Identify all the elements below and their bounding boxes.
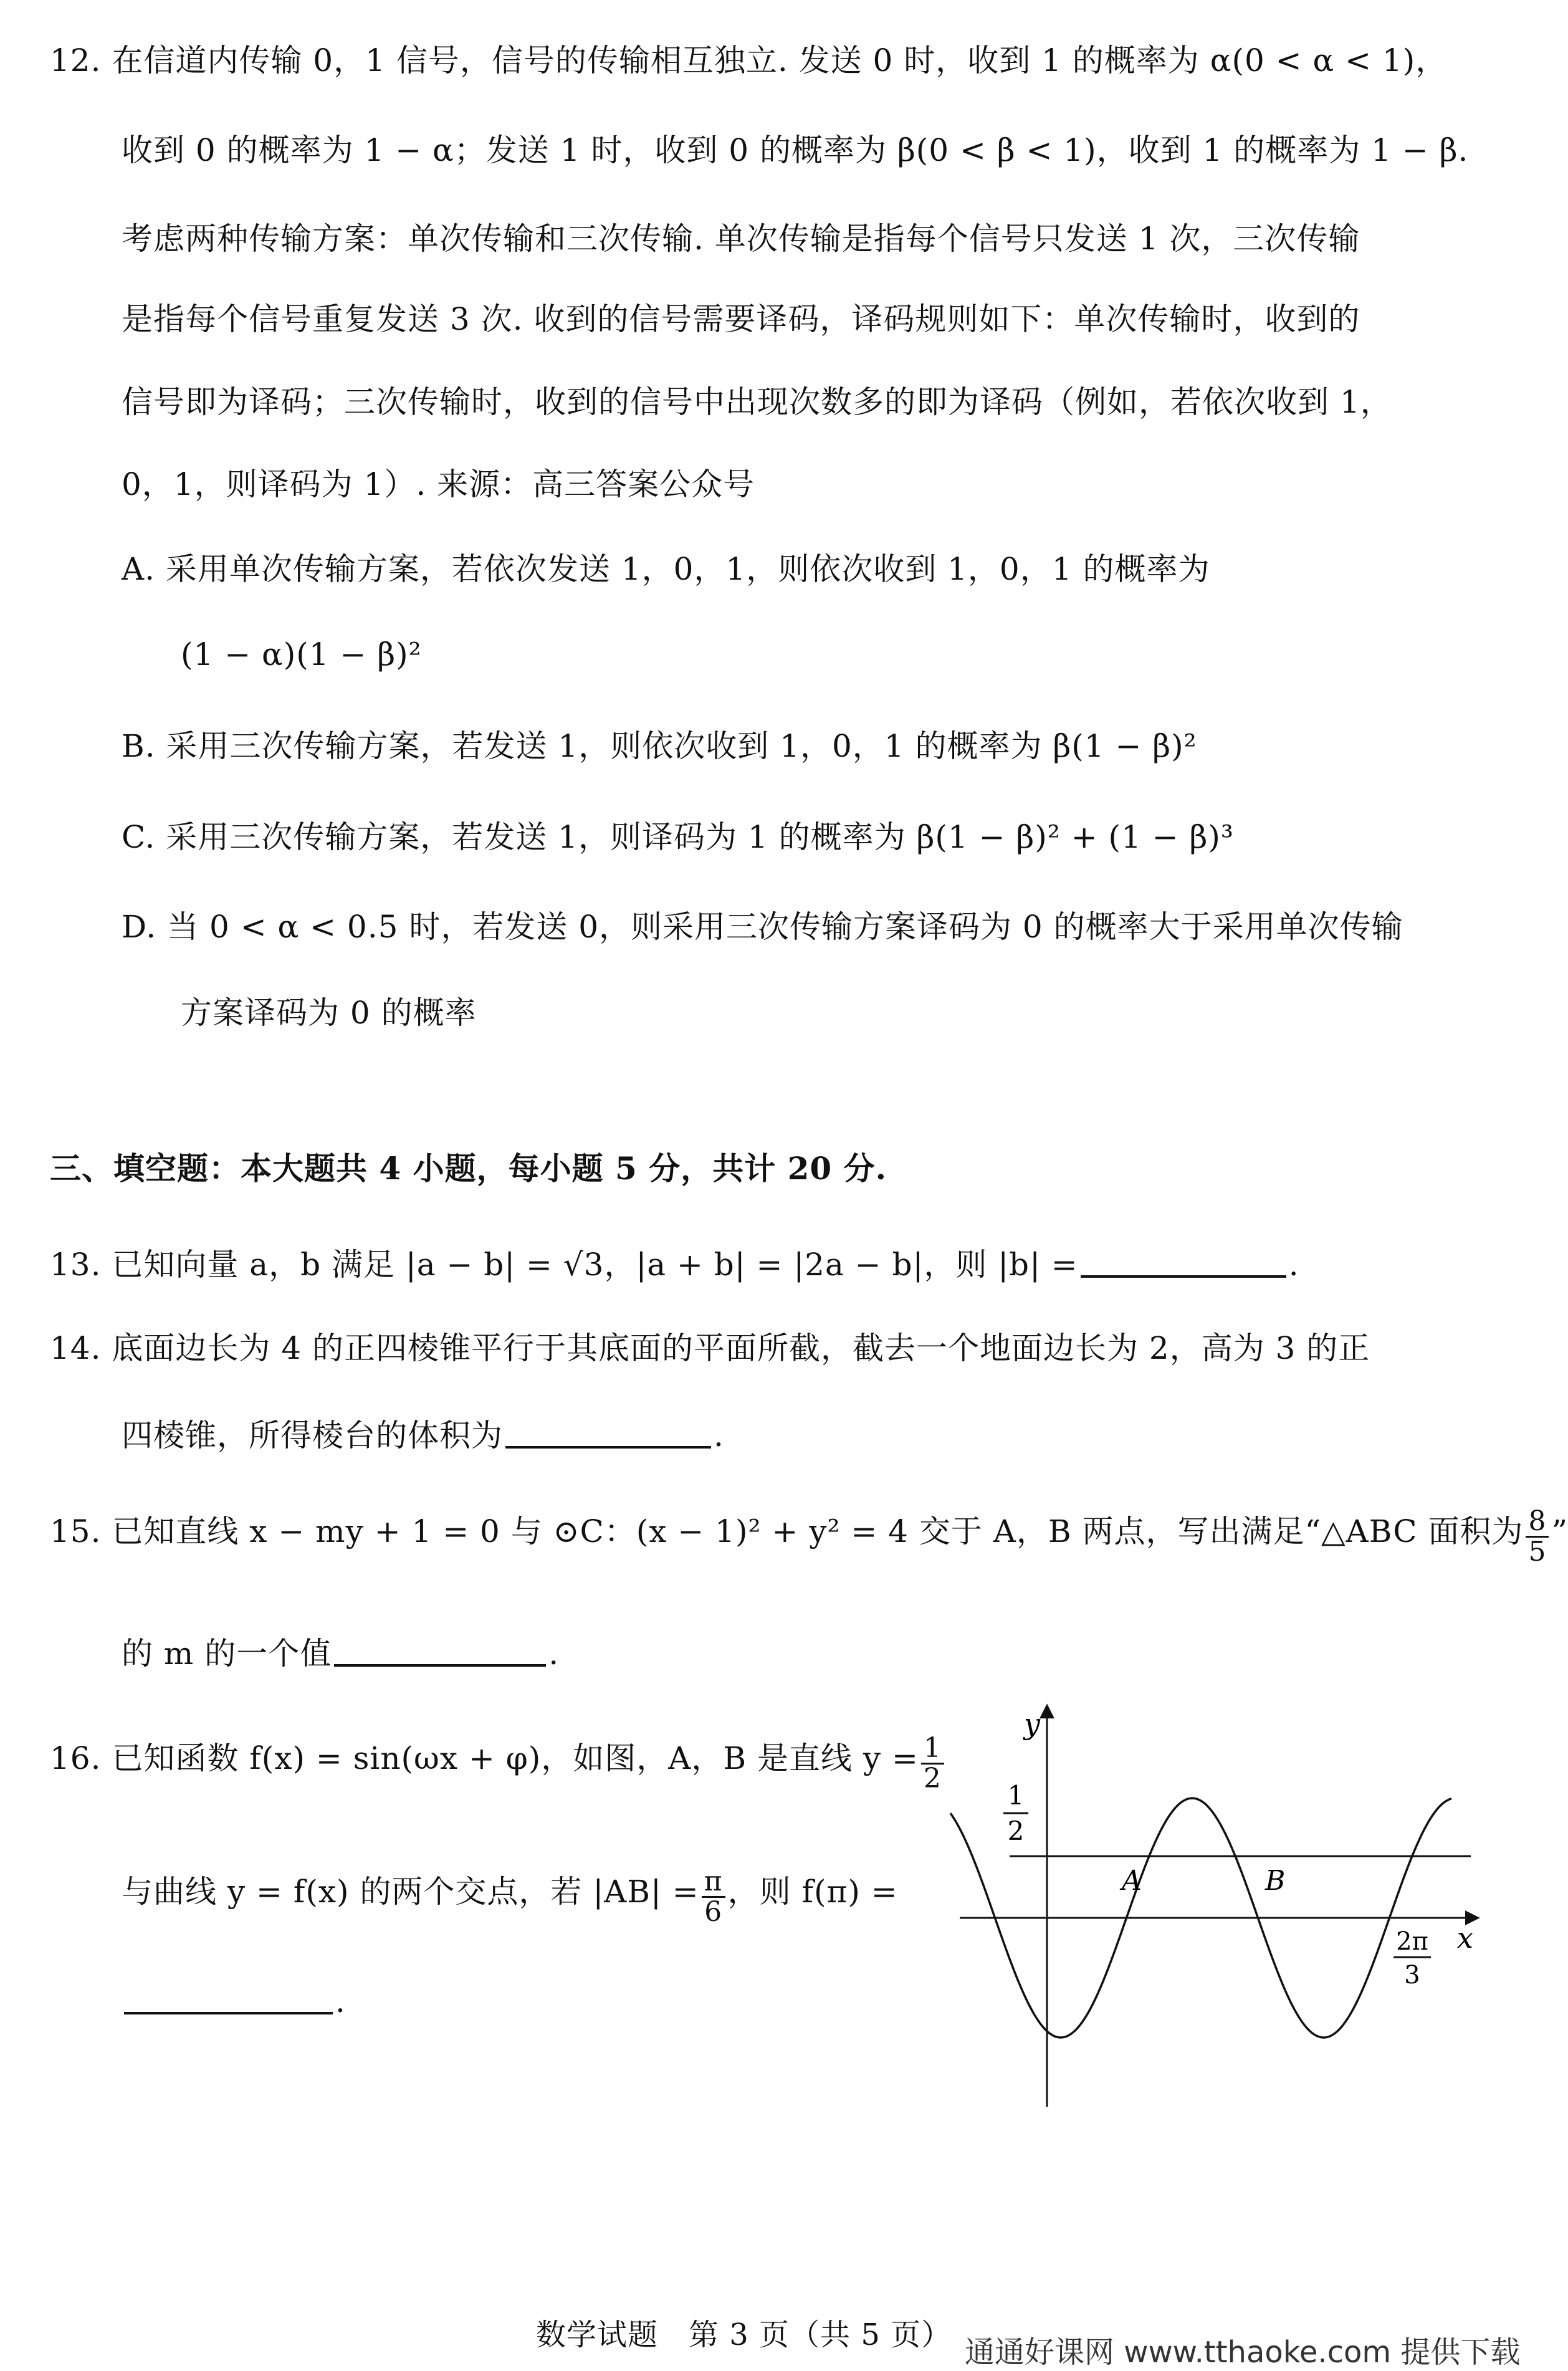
q14-text: 四棱锥，所得棱台的体积为: [122, 1417, 503, 1454]
q15-close-quote: ”: [1551, 1513, 1568, 1550]
q15-fraction: [1526, 1507, 1549, 1566]
q16-line-1: [50, 1734, 947, 1793]
q12-line-5: 信号即为译码；三次传输时，收到的信号中出现次数多的即为译码（例如，若依次收到 1，: [122, 384, 1392, 420]
q13-text: 13. 已知向量 a，b 满足 |a − b| = √3，|a + b| = |2a − b|，则 |b| =: [50, 1247, 1078, 1283]
page-footer: 数学试题 第 3 页（共 5 页）: [536, 2317, 952, 2352]
q12-option-d-line-2: 方案译码为 0 的概率: [181, 995, 477, 1031]
y-axis-label: y: [1024, 1707, 1040, 1741]
q14-answer-blank[interactable]: [505, 1416, 711, 1449]
half-label-den: 2: [1007, 1816, 1025, 1846]
q15-text-2: 的 m 的一个值: [122, 1636, 332, 1672]
q16-line-3: [122, 1982, 346, 2017]
q15-text: 15. 已知直线 x − my + 1 = 0 与 ⊙C：(x − 1)² + y² = 4 交于 A，B 两点，写出满足“△ABC 面积为: [50, 1513, 1524, 1550]
q16-frac2-num: π: [702, 1867, 725, 1898]
q12-option-c: C. 采用三次传输方案，若发送 1，则译码为 1 的概率为 β(1 − β)² + (1 − β)³: [122, 819, 1234, 855]
q15-period: .: [548, 1636, 560, 1672]
point-a-label: A: [1122, 1865, 1142, 1897]
q16-line-2: [122, 1867, 898, 1927]
q12-line-4: 是指每个信号重复发送 3 次. 收到的信号需要译码，译码规则如下：单次传输时，收到的: [122, 301, 1360, 337]
q14-line-1: 14. 底面边长为 4 的正四棱锥平行于其底面的平面所截，截去一个地面边长为 2，高为 3 的正: [50, 1330, 1370, 1366]
section-3-heading: 三、填空题：本大题共 4 小题，每小题 5 分，共计 20 分.: [50, 1150, 887, 1187]
half-label-num: 1: [1007, 1780, 1025, 1811]
q16-fraction-pi-6: [702, 1867, 725, 1927]
q12-line-2: 收到 0 的概率为 1 − α；发送 1 时，收到 0 的概率为 β(0 < β < 1)，收到 1 的概率为 1 − β.: [122, 132, 1469, 168]
q15-answer-blank[interactable]: [334, 1634, 546, 1667]
sine-graph: [922, 1695, 1483, 2119]
q14-line-2: [122, 1416, 724, 1454]
q15-frac-num: 8: [1526, 1507, 1549, 1538]
q15-line-1: [50, 1507, 1568, 1566]
q14-period: .: [714, 1417, 724, 1454]
q13: [50, 1245, 1299, 1283]
q16-frac2-den: 6: [704, 1896, 723, 1928]
q16-period: .: [335, 1983, 346, 2019]
watermark: 通通好课网 www.tthaoke.com 提供下载: [965, 2335, 1521, 2370]
q13-answer-blank[interactable]: [1081, 1245, 1286, 1278]
q16-frac1-num: 1: [921, 1734, 944, 1765]
q12-option-a-line-1: A. 采用单次传输方案，若依次发送 1，0，1，则依次收到 1，0，1 的概率为: [122, 551, 1210, 587]
q13-period: .: [1288, 1247, 1299, 1283]
point-b-label: B: [1265, 1865, 1286, 1897]
q12-option-a-line-2: (1 − α)(1 − β)²: [181, 636, 422, 673]
q12-line-6: 0，1，则译码为 1）. 来源：高三答案公众号: [122, 466, 755, 502]
q16-text-2b: ，则 f(π) =: [727, 1874, 898, 1910]
q15-line-2: [122, 1634, 560, 1672]
q15-frac-den: 5: [1528, 1536, 1547, 1568]
q16-frac1-den: 2: [923, 1763, 942, 1795]
q16-text-2a: 与曲线 y = f(x) 的两个交点，若 |AB| =: [122, 1874, 699, 1910]
q12-line-1: 12. 在信道内传输 0，1 信号，信号的传输相互独立. 发送 0 时，收到 1 的概率为 α(0 < α < 1)，: [50, 42, 1448, 79]
q12-option-d-line-1: D. 当 0 < α < 0.5 时，若发送 0，则采用三次传输方案译码为 0 的概率大于采用单次传输: [122, 909, 1403, 945]
tick-label-den: 3: [1404, 1961, 1420, 1990]
tick-label-num: 2π: [1396, 1927, 1428, 1956]
q16-text: 16. 已知函数 f(x) = sin(ωx + φ)，如图，A，B 是直线 y =: [50, 1740, 919, 1777]
q16-answer-blank[interactable]: [124, 1982, 333, 2014]
q12-option-b: B. 采用三次传输方案，若发送 1，则依次收到 1，0，1 的概率为 β(1 − β)²: [122, 728, 1197, 764]
q12-line-3: 考虑两种传输方案：单次传输和三次传输. 单次传输是指每个信号只发送 1 次，三次传输: [122, 221, 1360, 257]
x-axis-label: x: [1457, 1921, 1473, 1955]
